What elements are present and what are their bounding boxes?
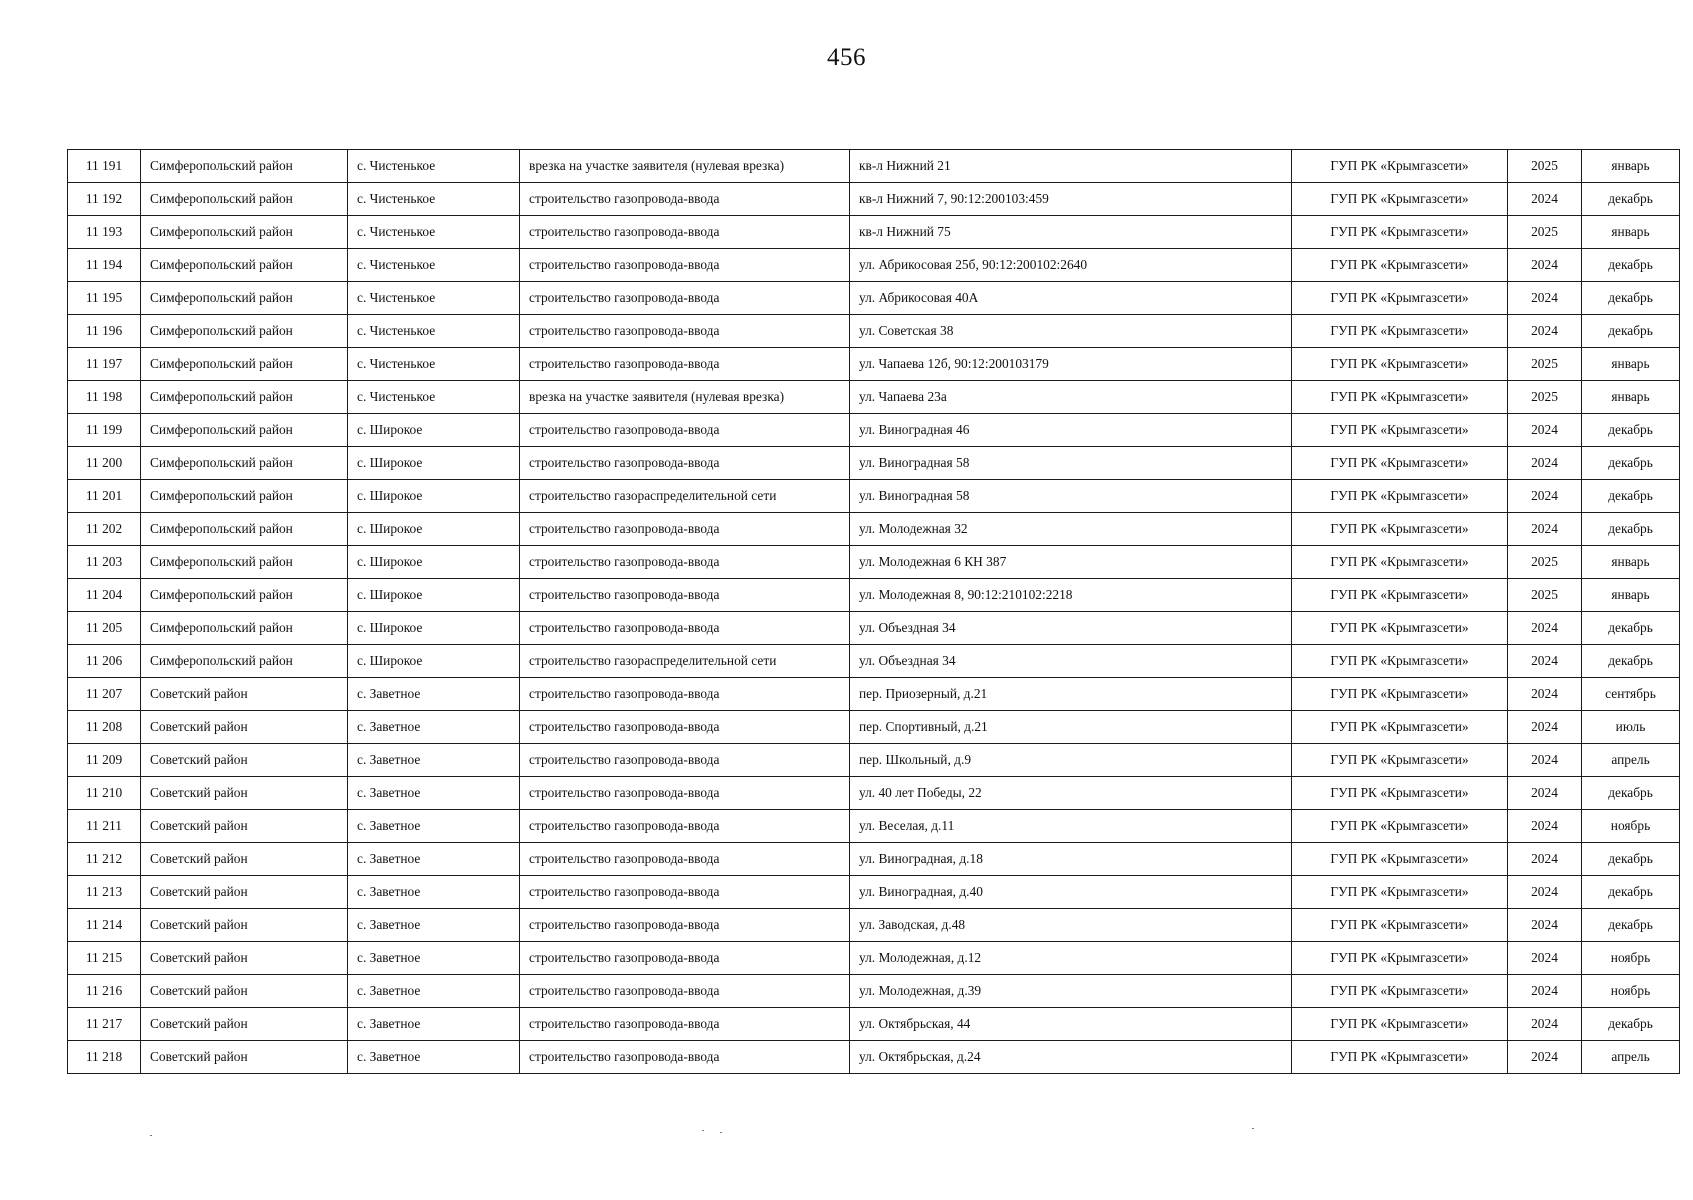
year-cell: 2024 — [1508, 810, 1582, 843]
row-number: 11 195 — [68, 282, 141, 315]
scan-speck — [150, 1135, 152, 1136]
year-cell: 2025 — [1508, 579, 1582, 612]
month-cell: ноябрь — [1582, 975, 1680, 1008]
address-cell: кв-л Нижний 7, 90:12:200103:459 — [850, 183, 1292, 216]
row-number: 11 191 — [68, 150, 141, 183]
organization-cell: ГУП РК «Крымгазсети» — [1292, 447, 1508, 480]
year-cell: 2024 — [1508, 711, 1582, 744]
row-number: 11 214 — [68, 909, 141, 942]
year-cell: 2024 — [1508, 843, 1582, 876]
row-number: 11 206 — [68, 645, 141, 678]
locality-cell: с. Заветное — [348, 810, 520, 843]
table-body — [68, 150, 1680, 1074]
table-row — [68, 1041, 1680, 1074]
locality-cell: с. Заветное — [348, 777, 520, 810]
organization-cell: ГУП РК «Крымгазсети» — [1292, 282, 1508, 315]
table-row — [68, 975, 1680, 1008]
address-cell: пер. Школьный, д.9 — [850, 744, 1292, 777]
address-cell: ул. Чапаева 12б, 90:12:200103179 — [850, 348, 1292, 381]
table-row — [68, 612, 1680, 645]
district-cell: Симферопольский район — [141, 447, 348, 480]
work-type-cell: врезка на участке заявителя (нулевая врезка) — [520, 150, 850, 183]
address-cell: ул. Октябрьская, 44 — [850, 1008, 1292, 1041]
work-type-cell: строительство газопровода-ввода — [520, 414, 850, 447]
year-cell: 2024 — [1508, 183, 1582, 216]
month-cell: декабрь — [1582, 777, 1680, 810]
month-cell: декабрь — [1582, 447, 1680, 480]
address-cell: ул. Чапаева 23а — [850, 381, 1292, 414]
month-cell: декабрь — [1582, 282, 1680, 315]
district-cell: Симферопольский район — [141, 414, 348, 447]
locality-cell: с. Широкое — [348, 546, 520, 579]
organization-cell: ГУП РК «Крымгазсети» — [1292, 249, 1508, 282]
organization-cell: ГУП РК «Крымгазсети» — [1292, 150, 1508, 183]
address-cell: ул. Советская 38 — [850, 315, 1292, 348]
month-cell: декабрь — [1582, 612, 1680, 645]
table-row — [68, 876, 1680, 909]
district-cell: Симферопольский район — [141, 513, 348, 546]
work-type-cell: строительство газопровода-ввода — [520, 744, 850, 777]
district-cell: Советский район — [141, 1008, 348, 1041]
row-number: 11 204 — [68, 579, 141, 612]
organization-cell: ГУП РК «Крымгазсети» — [1292, 513, 1508, 546]
organization-cell: ГУП РК «Крымгазсети» — [1292, 381, 1508, 414]
district-cell: Советский район — [141, 744, 348, 777]
address-cell: ул. Октябрьская, д.24 — [850, 1041, 1292, 1074]
row-number: 11 217 — [68, 1008, 141, 1041]
row-number: 11 212 — [68, 843, 141, 876]
year-cell: 2024 — [1508, 645, 1582, 678]
row-number: 11 200 — [68, 447, 141, 480]
address-cell: ул. Абрикосовая 25б, 90:12:200102:2640 — [850, 249, 1292, 282]
work-type-cell: строительство газопровода-ввода — [520, 1041, 850, 1074]
address-cell: ул. Абрикосовая 40А — [850, 282, 1292, 315]
organization-cell: ГУП РК «Крымгазсети» — [1292, 645, 1508, 678]
row-number: 11 201 — [68, 480, 141, 513]
locality-cell: с. Чистенькое — [348, 315, 520, 348]
organization-cell: ГУП РК «Крымгазсети» — [1292, 942, 1508, 975]
month-cell: декабрь — [1582, 249, 1680, 282]
locality-cell: с. Чистенькое — [348, 183, 520, 216]
district-cell: Симферопольский район — [141, 480, 348, 513]
row-number: 11 197 — [68, 348, 141, 381]
work-type-cell: строительство газопровода-ввода — [520, 315, 850, 348]
work-type-cell: строительство газопровода-ввода — [520, 216, 850, 249]
address-cell: ул. Объездная 34 — [850, 612, 1292, 645]
district-cell: Советский район — [141, 810, 348, 843]
organization-cell: ГУП РК «Крымгазсети» — [1292, 414, 1508, 447]
district-cell: Советский район — [141, 942, 348, 975]
district-cell: Советский район — [141, 777, 348, 810]
row-number: 11 198 — [68, 381, 141, 414]
organization-cell: ГУП РК «Крымгазсети» — [1292, 216, 1508, 249]
address-cell: ул. Молодежная, д.12 — [850, 942, 1292, 975]
row-number: 11 193 — [68, 216, 141, 249]
month-cell: декабрь — [1582, 513, 1680, 546]
locality-cell: с. Заветное — [348, 678, 520, 711]
scan-speck — [1252, 1128, 1254, 1129]
month-cell: декабрь — [1582, 876, 1680, 909]
work-type-cell: строительство газопровода-ввода — [520, 546, 850, 579]
year-cell: 2024 — [1508, 249, 1582, 282]
district-cell: Симферопольский район — [141, 612, 348, 645]
table-row — [68, 579, 1680, 612]
month-cell: апрель — [1582, 744, 1680, 777]
district-cell: Симферопольский район — [141, 249, 348, 282]
locality-cell: с. Заветное — [348, 942, 520, 975]
work-type-cell: строительство газопровода-ввода — [520, 810, 850, 843]
work-type-cell: строительство газопровода-ввода — [520, 711, 850, 744]
month-cell: январь — [1582, 348, 1680, 381]
month-cell: декабрь — [1582, 183, 1680, 216]
year-cell: 2024 — [1508, 909, 1582, 942]
organization-cell: ГУП РК «Крымгазсети» — [1292, 183, 1508, 216]
row-number: 11 192 — [68, 183, 141, 216]
district-cell: Советский район — [141, 678, 348, 711]
locality-cell: с. Заветное — [348, 909, 520, 942]
row-number: 11 196 — [68, 315, 141, 348]
address-cell: ул. 40 лет Победы, 22 — [850, 777, 1292, 810]
year-cell: 2024 — [1508, 744, 1582, 777]
page-number: 456 — [827, 44, 866, 71]
organization-cell: ГУП РК «Крымгазсети» — [1292, 744, 1508, 777]
district-cell: Симферопольский район — [141, 183, 348, 216]
table-row — [68, 447, 1680, 480]
work-type-cell: врезка на участке заявителя (нулевая врезка) — [520, 381, 850, 414]
locality-cell: с. Заветное — [348, 975, 520, 1008]
row-number: 11 203 — [68, 546, 141, 579]
year-cell: 2024 — [1508, 678, 1582, 711]
address-cell: пер. Спортивный, д.21 — [850, 711, 1292, 744]
organization-cell: ГУП РК «Крымгазсети» — [1292, 315, 1508, 348]
table-row — [68, 513, 1680, 546]
year-cell: 2024 — [1508, 777, 1582, 810]
table-row — [68, 414, 1680, 447]
month-cell: январь — [1582, 150, 1680, 183]
year-cell: 2024 — [1508, 513, 1582, 546]
district-cell: Советский район — [141, 1041, 348, 1074]
locality-cell: с. Чистенькое — [348, 150, 520, 183]
work-type-cell: строительство газопровода-ввода — [520, 348, 850, 381]
organization-cell: ГУП РК «Крымгазсети» — [1292, 810, 1508, 843]
organization-cell: ГУП РК «Крымгазсети» — [1292, 348, 1508, 381]
address-cell: кв-л Нижний 75 — [850, 216, 1292, 249]
year-cell: 2024 — [1508, 315, 1582, 348]
locality-cell: с. Заветное — [348, 876, 520, 909]
address-cell: ул. Виноградная, д.18 — [850, 843, 1292, 876]
table-row — [68, 150, 1680, 183]
row-number: 11 205 — [68, 612, 141, 645]
district-cell: Симферопольский район — [141, 645, 348, 678]
locality-cell: с. Заветное — [348, 711, 520, 744]
row-number: 11 216 — [68, 975, 141, 1008]
year-cell: 2025 — [1508, 546, 1582, 579]
address-cell: ул. Виноградная 58 — [850, 447, 1292, 480]
row-number: 11 202 — [68, 513, 141, 546]
row-number: 11 208 — [68, 711, 141, 744]
row-number: 11 213 — [68, 876, 141, 909]
district-cell: Симферопольский район — [141, 150, 348, 183]
address-cell: ул. Объездная 34 — [850, 645, 1292, 678]
month-cell: декабрь — [1582, 843, 1680, 876]
table-row — [68, 744, 1680, 777]
month-cell: ноябрь — [1582, 942, 1680, 975]
address-cell: ул. Веселая, д.11 — [850, 810, 1292, 843]
month-cell: декабрь — [1582, 414, 1680, 447]
table-row — [68, 810, 1680, 843]
organization-cell: ГУП РК «Крымгазсети» — [1292, 579, 1508, 612]
table-row — [68, 711, 1680, 744]
year-cell: 2024 — [1508, 1008, 1582, 1041]
year-cell: 2025 — [1508, 348, 1582, 381]
row-number: 11 194 — [68, 249, 141, 282]
address-cell: пер. Приозерный, д.21 — [850, 678, 1292, 711]
work-type-cell: строительство газопровода-ввода — [520, 579, 850, 612]
year-cell: 2024 — [1508, 414, 1582, 447]
table-row — [68, 942, 1680, 975]
address-cell: ул. Молодежная 8, 90:12:210102:2218 — [850, 579, 1292, 612]
locality-cell: с. Чистенькое — [348, 381, 520, 414]
district-cell: Советский район — [141, 975, 348, 1008]
table-row — [68, 909, 1680, 942]
locality-cell: с. Широкое — [348, 480, 520, 513]
address-cell: ул. Виноградная 58 — [850, 480, 1292, 513]
month-cell: ноябрь — [1582, 810, 1680, 843]
district-cell: Советский район — [141, 909, 348, 942]
year-cell: 2024 — [1508, 612, 1582, 645]
month-cell: январь — [1582, 381, 1680, 414]
organization-cell: ГУП РК «Крымгазсети» — [1292, 678, 1508, 711]
month-cell: сентябрь — [1582, 678, 1680, 711]
table-row — [68, 1008, 1680, 1041]
address-cell: кв-л Нижний 21 — [850, 150, 1292, 183]
locality-cell: с. Заветное — [348, 744, 520, 777]
month-cell: декабрь — [1582, 909, 1680, 942]
row-number: 11 215 — [68, 942, 141, 975]
month-cell: декабрь — [1582, 315, 1680, 348]
scan-speck — [702, 1130, 704, 1131]
address-cell: ул. Молодежная 6 КН 387 — [850, 546, 1292, 579]
month-cell: январь — [1582, 546, 1680, 579]
table-row — [68, 480, 1680, 513]
work-type-cell: строительство газопровода-ввода — [520, 942, 850, 975]
year-cell: 2025 — [1508, 381, 1582, 414]
address-cell: ул. Виноградная, д.40 — [850, 876, 1292, 909]
month-cell: декабрь — [1582, 645, 1680, 678]
scan-speck — [720, 1132, 722, 1133]
row-number: 11 207 — [68, 678, 141, 711]
district-cell: Советский район — [141, 843, 348, 876]
organization-cell: ГУП РК «Крымгазсети» — [1292, 975, 1508, 1008]
work-type-cell: строительство газопровода-ввода — [520, 975, 850, 1008]
year-cell: 2024 — [1508, 876, 1582, 909]
district-cell: Симферопольский район — [141, 381, 348, 414]
district-cell: Симферопольский район — [141, 315, 348, 348]
table-row — [68, 381, 1680, 414]
table-row — [68, 645, 1680, 678]
locality-cell: с. Чистенькое — [348, 216, 520, 249]
address-cell: ул. Молодежная, д.39 — [850, 975, 1292, 1008]
work-type-cell: строительство газопровода-ввода — [520, 876, 850, 909]
locality-cell: с. Широкое — [348, 414, 520, 447]
organization-cell: ГУП РК «Крымгазсети» — [1292, 777, 1508, 810]
district-cell: Симферопольский район — [141, 216, 348, 249]
year-cell: 2024 — [1508, 975, 1582, 1008]
district-cell: Советский район — [141, 711, 348, 744]
organization-cell: ГУП РК «Крымгазсети» — [1292, 843, 1508, 876]
table-row — [68, 282, 1680, 315]
month-cell: январь — [1582, 216, 1680, 249]
district-cell: Симферопольский район — [141, 546, 348, 579]
locality-cell: с. Широкое — [348, 579, 520, 612]
organization-cell: ГУП РК «Крымгазсети» — [1292, 546, 1508, 579]
locality-cell: с. Чистенькое — [348, 249, 520, 282]
work-type-cell: строительство газопровода-ввода — [520, 249, 850, 282]
year-cell: 2024 — [1508, 480, 1582, 513]
organization-cell: ГУП РК «Крымгазсети» — [1292, 1008, 1508, 1041]
table-row — [68, 315, 1680, 348]
row-number: 11 210 — [68, 777, 141, 810]
month-cell: апрель — [1582, 1041, 1680, 1074]
table-row — [68, 183, 1680, 216]
locality-cell: с. Заветное — [348, 1041, 520, 1074]
work-type-cell: строительство газопровода-ввода — [520, 1008, 850, 1041]
work-type-cell: строительство газораспределительной сети — [520, 645, 850, 678]
organization-cell: ГУП РК «Крымгазсети» — [1292, 480, 1508, 513]
organization-cell: ГУП РК «Крымгазсети» — [1292, 1041, 1508, 1074]
month-cell: декабрь — [1582, 1008, 1680, 1041]
table-row — [68, 777, 1680, 810]
district-cell: Симферопольский район — [141, 282, 348, 315]
work-type-cell: строительство газопровода-ввода — [520, 282, 850, 315]
work-type-cell: строительство газопровода-ввода — [520, 513, 850, 546]
month-cell: декабрь — [1582, 480, 1680, 513]
year-cell: 2025 — [1508, 216, 1582, 249]
locality-cell: с. Широкое — [348, 612, 520, 645]
row-number: 11 218 — [68, 1041, 141, 1074]
month-cell: июль — [1582, 711, 1680, 744]
work-type-cell: строительство газопровода-ввода — [520, 612, 850, 645]
year-cell: 2024 — [1508, 282, 1582, 315]
row-number: 11 211 — [68, 810, 141, 843]
table-row — [68, 216, 1680, 249]
work-type-cell: строительство газопровода-ввода — [520, 183, 850, 216]
year-cell: 2024 — [1508, 1041, 1582, 1074]
address-cell: ул. Виноградная 46 — [850, 414, 1292, 447]
table-row — [68, 546, 1680, 579]
gasification-table — [67, 149, 1680, 1074]
organization-cell: ГУП РК «Крымгазсети» — [1292, 876, 1508, 909]
year-cell: 2025 — [1508, 150, 1582, 183]
district-cell: Советский район — [141, 876, 348, 909]
organization-cell: ГУП РК «Крымгазсети» — [1292, 909, 1508, 942]
year-cell: 2024 — [1508, 942, 1582, 975]
row-number: 11 209 — [68, 744, 141, 777]
year-cell: 2024 — [1508, 447, 1582, 480]
locality-cell: с. Заветное — [348, 1008, 520, 1041]
work-type-cell: строительство газопровода-ввода — [520, 843, 850, 876]
address-cell: ул. Молодежная 32 — [850, 513, 1292, 546]
locality-cell: с. Широкое — [348, 645, 520, 678]
locality-cell: с. Заветное — [348, 843, 520, 876]
work-type-cell: строительство газопровода-ввода — [520, 909, 850, 942]
table-row — [68, 678, 1680, 711]
table-row — [68, 249, 1680, 282]
address-cell: ул. Заводская, д.48 — [850, 909, 1292, 942]
table-row — [68, 348, 1680, 381]
district-cell: Симферопольский район — [141, 348, 348, 381]
table-row — [68, 843, 1680, 876]
organization-cell: ГУП РК «Крымгазсети» — [1292, 612, 1508, 645]
work-type-cell: строительство газораспределительной сети — [520, 480, 850, 513]
work-type-cell: строительство газопровода-ввода — [520, 447, 850, 480]
organization-cell: ГУП РК «Крымгазсети» — [1292, 711, 1508, 744]
locality-cell: с. Широкое — [348, 513, 520, 546]
row-number: 11 199 — [68, 414, 141, 447]
work-type-cell: строительство газопровода-ввода — [520, 678, 850, 711]
month-cell: январь — [1582, 579, 1680, 612]
locality-cell: с. Чистенькое — [348, 348, 520, 381]
district-cell: Симферопольский район — [141, 579, 348, 612]
locality-cell: с. Чистенькое — [348, 282, 520, 315]
work-type-cell: строительство газопровода-ввода — [520, 777, 850, 810]
locality-cell: с. Широкое — [348, 447, 520, 480]
